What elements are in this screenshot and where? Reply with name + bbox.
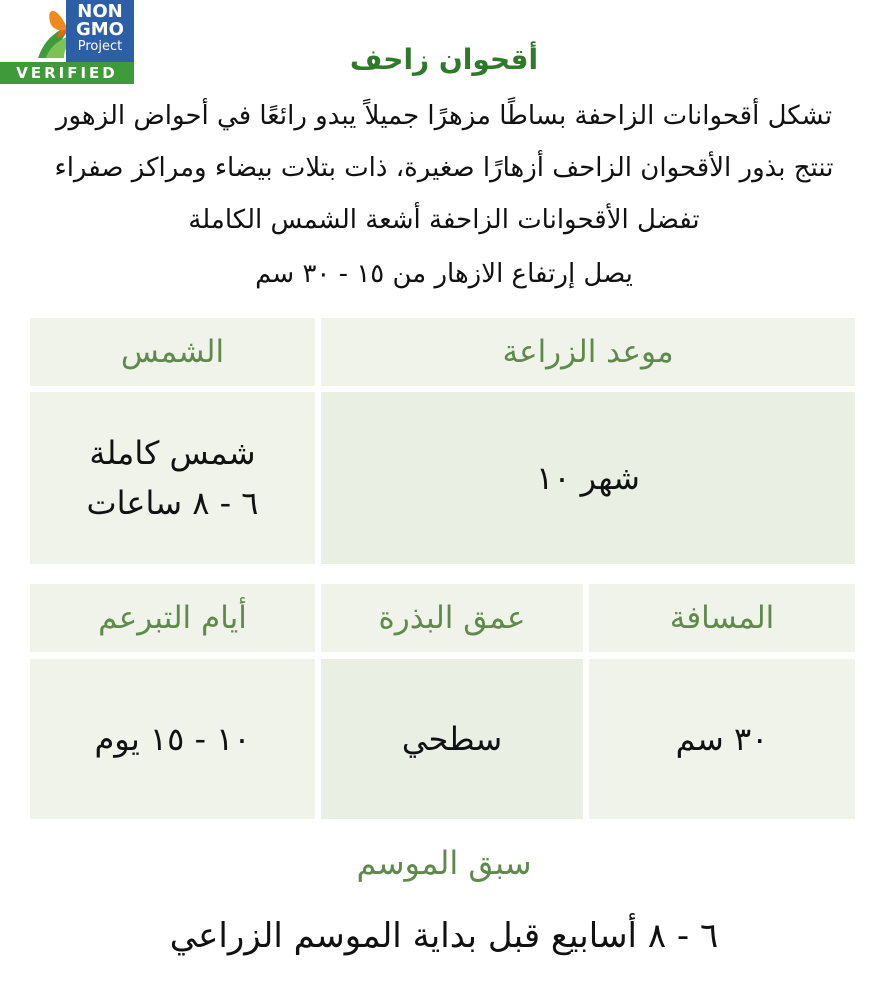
planting-time-header: موعد الزراعة (321, 318, 855, 386)
description-line-4: يصل إرتفاع الازهار من ١٥ - ٣٠ سم (255, 259, 633, 289)
planting-time-value: شهر ١٠ (321, 392, 855, 564)
description-line-1: تشكل أقحوانات الزاحفة بساطًا مزهرًا جميلاً يبدو رائعًا في أحواض الزهور (55, 101, 833, 131)
description-line-2: تنتج بذور الأقحوان الزاحف أزهارًا صغيرة، ذات بتلات بيضاء ومراكز صفراء (54, 153, 834, 183)
product-title: أقحوان زاحف (349, 43, 539, 76)
season-value: ٦ - ٨ أسابيع قبل بداية الموسم الزراعي (169, 916, 719, 956)
germination-value: ١٠ - ١٥ يوم (30, 659, 315, 819)
badge-gmo-text: GMO (76, 19, 124, 40)
badge-project-text: Project (77, 39, 123, 54)
seed-depth-header: عمق البذرة (321, 584, 583, 652)
spacing-value: ٣٠ سم (589, 659, 855, 819)
description-line-3: تفضل الأقحوانات الزاحفة أشعة الشمس الكاملة (188, 205, 700, 235)
seed-depth-value: سطحي (321, 659, 583, 819)
spacing-header: المسافة (589, 584, 855, 652)
sun-value-line-2: ٦ - ٨ ساعات (86, 484, 259, 522)
sun-value-line-1: شمس كاملة (89, 434, 256, 472)
badge-non-text: NON (77, 1, 123, 22)
sun-value (30, 392, 315, 564)
season-label: سبق الموسم (356, 844, 532, 882)
badge-verified-text: VERIFIED (0, 62, 134, 84)
sun-header: الشمس (30, 318, 315, 386)
germination-header: أيام التبرعم (30, 584, 315, 652)
